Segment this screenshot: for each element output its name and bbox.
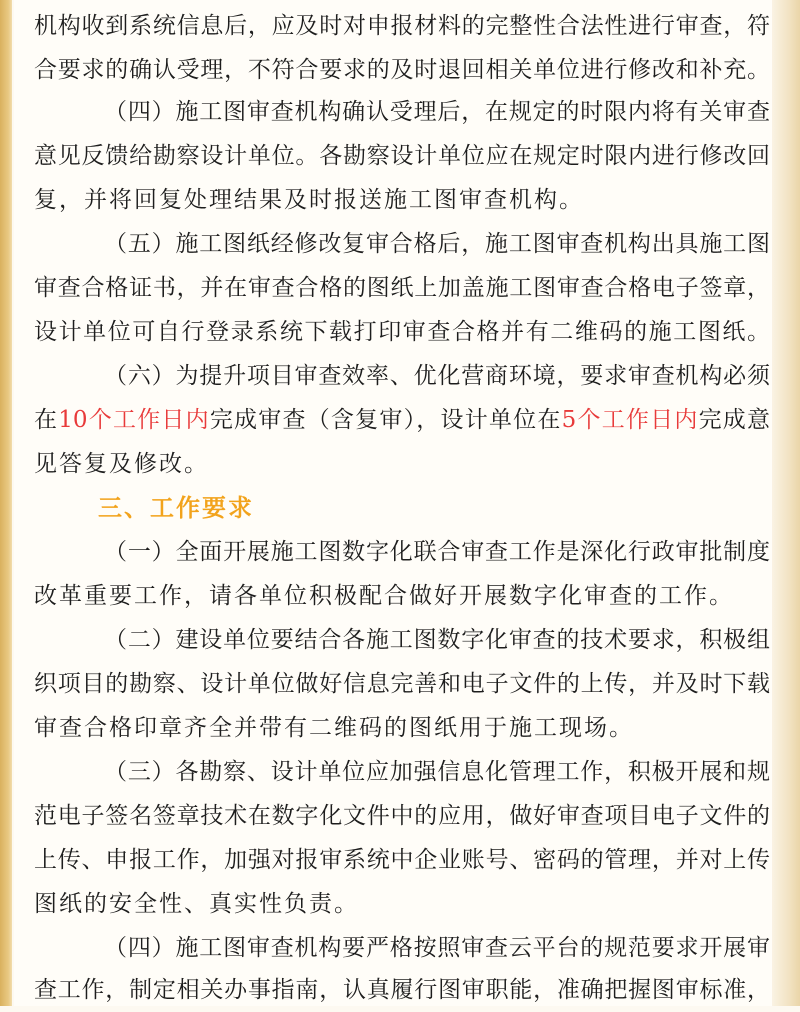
- paragraph-6-start: （六）为提升项目审查效率、优化营商环境，要求审查机构必须: [104, 363, 770, 389]
- text-line: 审查合格印章齐全并带有二维码的图纸用于施工现场。: [34, 715, 634, 741]
- text-line: 设计单位可自行登录系统下载打印审查合格并有二维码的施工图纸。: [34, 319, 770, 345]
- text-line: 织项目的勘察、设计单位做好信息完善和电子文件的上传，并及时下载: [34, 671, 770, 697]
- text-line: 审查合格证书，并在审查合格的图纸上加盖施工图审查合格电子签章，: [34, 275, 770, 301]
- requirement-3-start: （三）各勘察、设计单位应加强信息化管理工作，积极开展和规: [104, 759, 770, 785]
- requirement-2-start: （二）建设单位要结合各施工图数字化审查的技术要求，积极组: [104, 627, 770, 653]
- text-line: 合要求的确认受理，不符合要求的及时退回相关单位进行修改和补充。: [34, 57, 770, 83]
- right-decorative-border: [772, 0, 800, 1006]
- text-line: 复，并将回复处理结果及时报送施工图审查机构。: [34, 187, 584, 213]
- requirement-4-start: （四）施工图审查机构要严格按照审查云平台的规范要求开展审: [104, 935, 770, 961]
- text-line: 范电子签名签章技术在数字化文件中的应用，做好审查项目电子文件的: [34, 803, 770, 829]
- text-line: 查工作，制定相关办事指南，认真履行图审职能，准确把握图审标准，: [34, 977, 770, 1003]
- left-decorative-border: [0, 0, 12, 1006]
- deadline-reply-days: 5个工作日内: [561, 407, 699, 433]
- text-line: 机构收到系统信息后，应及时对申报材料的完整性合法性进行审查，符: [34, 13, 770, 39]
- paragraph-4-start: （四）施工图审查机构确认受理后，在规定的时限内将有关审查: [104, 99, 770, 125]
- text-line: 见答复及修改。: [34, 451, 209, 477]
- text-line: 图纸的安全性、真实性负责。: [34, 891, 359, 917]
- document-page: [14, 0, 772, 1006]
- text-line: 上传、申报工作，加强对报审系统中企业账号、密码的管理，并对上传: [34, 847, 770, 873]
- requirement-1-start: （一）全面开展施工图数字化联合审查工作是深化行政审批制度: [104, 539, 770, 565]
- deadline-review-days: 10个工作日内: [58, 407, 210, 433]
- text-line: 改革重要工作，请各单位积极配合做好开展数字化审查的工作。: [34, 583, 734, 609]
- text-line: 意见反馈给勘察设计单位。各勘察设计单位应在规定时限内进行修改回: [34, 143, 770, 169]
- section-heading: 三、工作要求: [98, 494, 254, 522]
- paragraph-5-start: （五）施工图纸经修改复审合格后，施工图审查机构出具施工图: [104, 231, 770, 257]
- deadline-line: 在10个工作日内完成审查（含复审），设计单位在5个工作日内完成意: [34, 407, 771, 433]
